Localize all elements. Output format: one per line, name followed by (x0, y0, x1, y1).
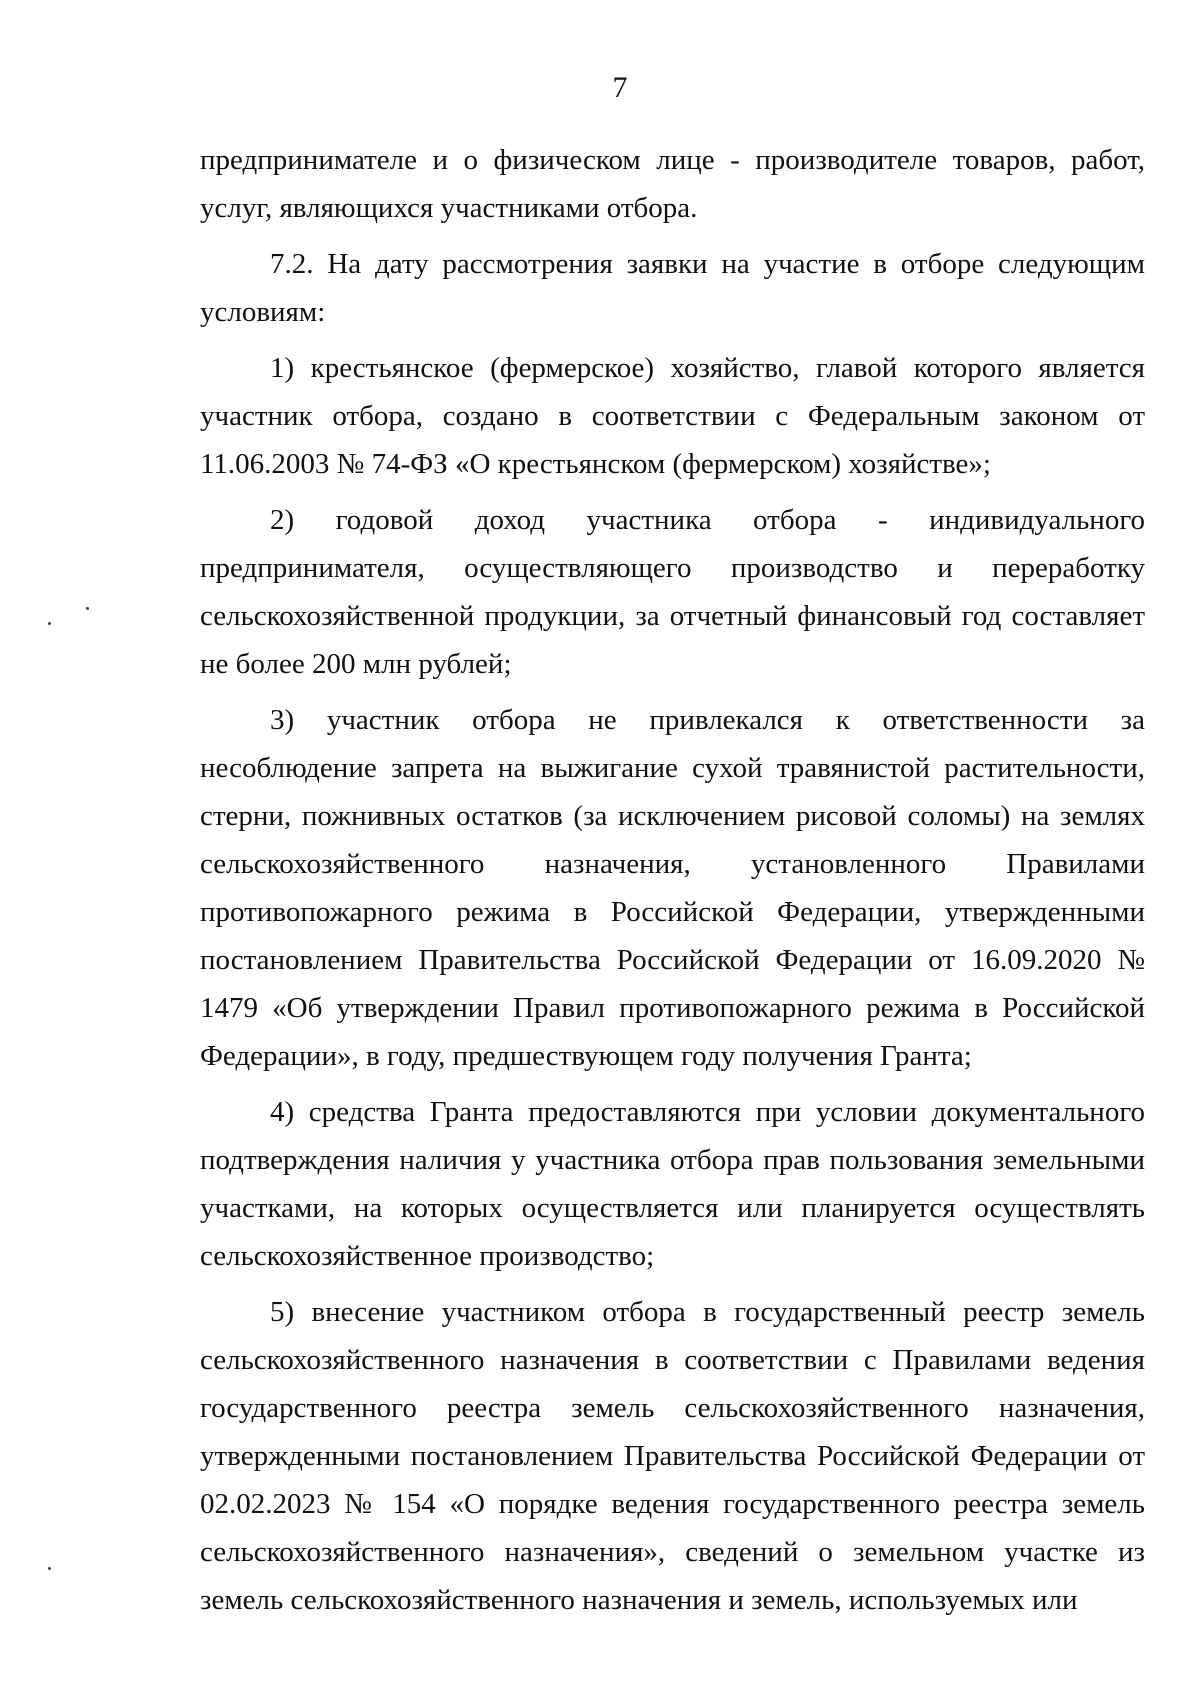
paragraph-item-2: 2) годовой доход участника отбора - индивидуального предпринимателя, осуществляющего производство и переработку сельскохозяйственной продукции, за отчетный финансовый год составляет не более 200 млн рублей; (200, 504, 1145, 680)
paragraph-continuation: предпринимателе и о физическом лице - производителе товаров, работ, услуг, являющихся участниками отбора. (200, 144, 1145, 224)
scan-artifact (86, 607, 89, 610)
paragraph-item-1: 1) крестьянское (фермерское) хозяйство, главой которого является участник отбора, создано в соответствии с Федеральным законом от 11.06.2003 № 74-ФЗ «О крестьянском (фермерском) хозяйстве»; (200, 352, 1145, 480)
paragraph-item-4: 4) средства Гранта предоставляются при условии документального подтверждения наличия у участника отбора прав пользования земельными участками, на которых осуществляется или планируется осуществлять сельскохозяйственное производство; (200, 1096, 1145, 1272)
page-number: 7 (612, 71, 628, 104)
document-body (200, 136, 1145, 1624)
paragraph-item-3: 3) участник отбора не привлекался к ответственности за несоблюдение запрета на выжигание сухой травянистой растительности, стерни, пожнивных остатков (за исключением рисовой соломы) на землях сельскохозяйственного назначения, установленного Правилами противопожарного режима в Российской Федерации, утвержденными постановлением Правительства Российской Федерации от 16.09.2020 № 1479 «Об утверждении Правил противопожарного режима в Российской Федерации», в году, предшествующем году получения Гранта; (200, 704, 1145, 1072)
scan-artifact (48, 1567, 51, 1570)
scan-artifact (48, 622, 51, 625)
paragraph-item-5: 5) внесение участником отбора в государственный реестр земель сельскохозяйственного назначения в соответствии с Правилами ведения государственного реестра земель сельскохозяйственного назначения, утвержденными постановлением Правительства Российской Федерации от 02.02.2023 № 154 «О порядке ведения государственного реестра земель сельскохозяйственного назначения», сведений о земельном участке из земель сельскохозяйственного назначения и земель, используемых или (200, 1296, 1145, 1616)
paragraph-7-2: 7.2. На дату рассмотрения заявки на участие в отборе следующим условиям: (200, 248, 1145, 328)
